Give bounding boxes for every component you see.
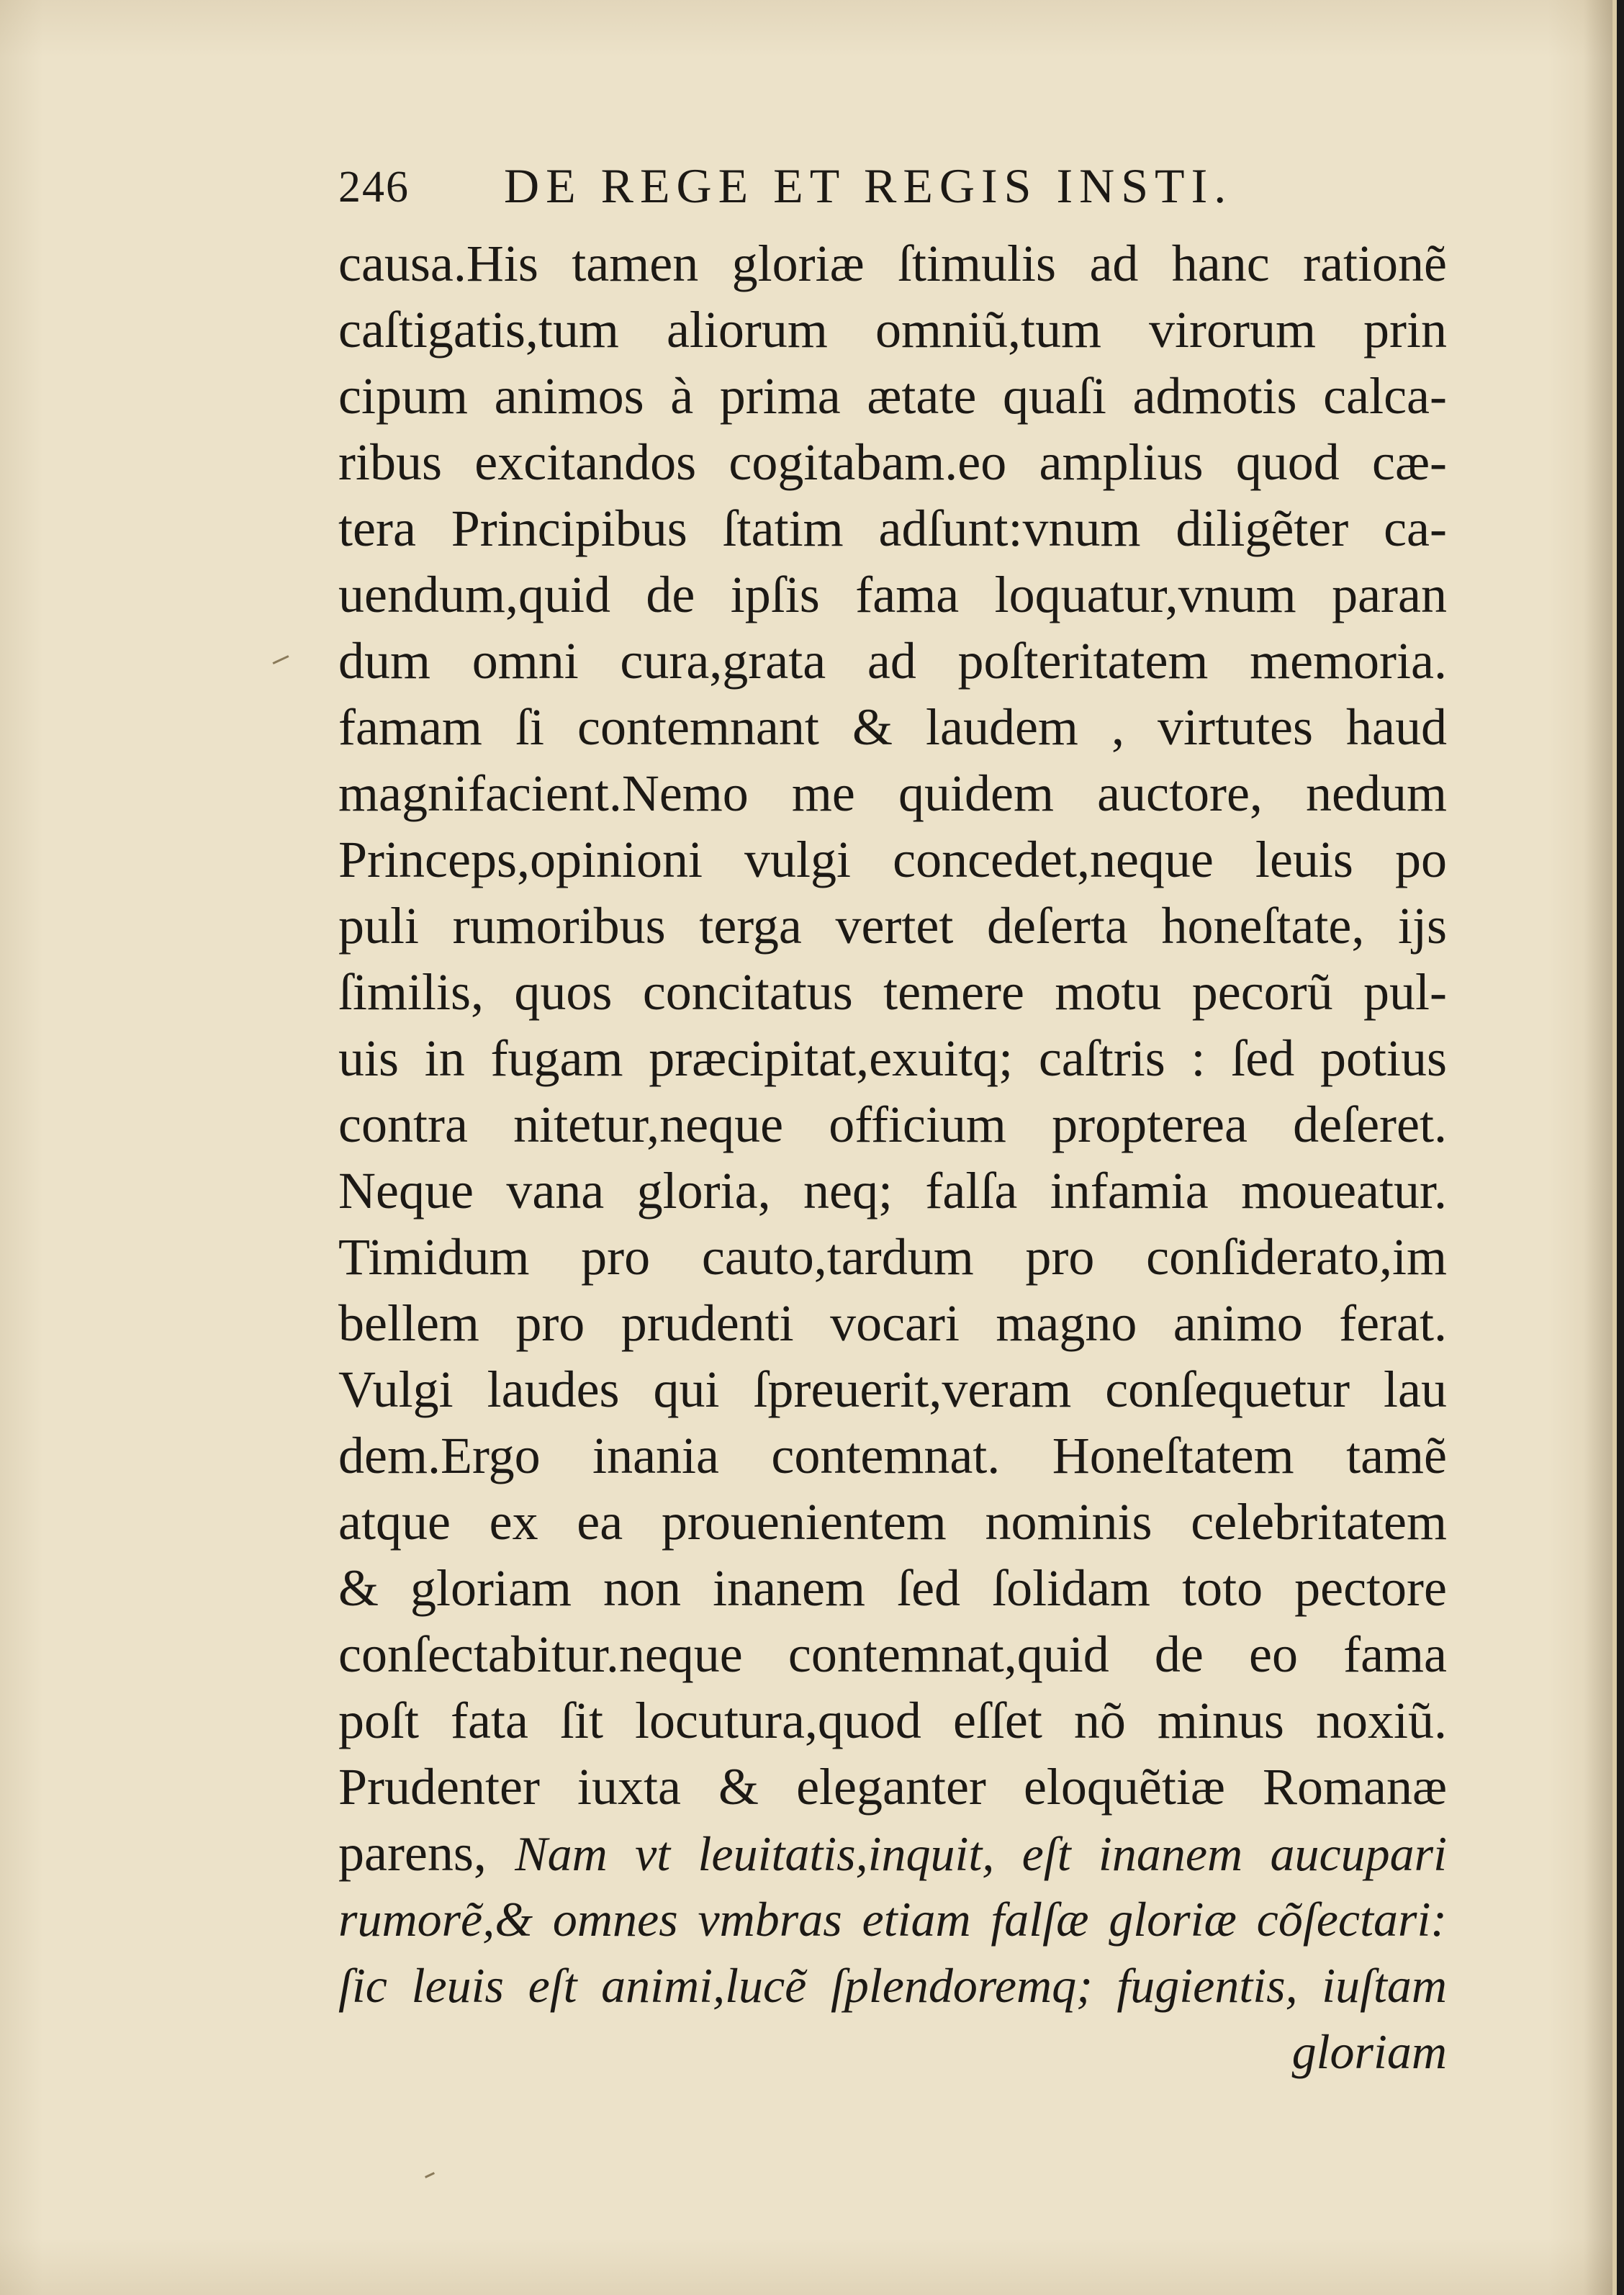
text-line: causa.His tamen gloriæ ſtimulis ad hanc rationẽ — [338, 235, 1447, 292]
ink-speck — [425, 2172, 435, 2178]
body-text — [338, 230, 1447, 2085]
text-line: puli rumoribus terga vertet deſerta honeſtate, ijs — [338, 897, 1447, 955]
text-line: Timidum pro cauto,tardum pro conſiderato,im — [338, 1228, 1447, 1286]
text-line: Princeps,opinioni vulgi concedet,neque leuis po — [338, 831, 1447, 888]
text-line: bellem pro prudenti vocari magno animo ferat. — [338, 1294, 1447, 1352]
text-line: & gloriam non inanem ſed ſolidam toto pectore — [338, 1559, 1447, 1617]
italic-line: rumorẽ,& omnes vmbras etiam falſæ gloriæ cõſectari: — [338, 1892, 1447, 1947]
page-number: 246 — [338, 163, 410, 212]
text-line: Neque vana gloria, neq; falſa infamia moueatur. — [338, 1162, 1447, 1219]
text-line: conſectabitur.neque contemnat,quid de eo fama — [338, 1626, 1447, 1683]
text-line: magnifacient.Nemo me quidem auctore, nedum — [338, 765, 1447, 822]
text-line: uendum,quid de ipſis fama loquatur,vnum paran — [338, 566, 1447, 623]
text-line: uis in fugam præcipitat,exuitq; caſtris : ſed potius — [338, 1029, 1447, 1087]
running-head: DE REGE ET REGIS INSTI. — [504, 158, 1233, 213]
text-line: dum omni cura,grata ad poſteritatem memoria. — [338, 632, 1447, 690]
text-line: tera Principibus ſtatim adſunt:vnum diligẽter ca- — [338, 500, 1447, 557]
text-line: poſt fata ſit locutura,quod eſſet nõ minus noxiũ. — [338, 1692, 1447, 1749]
text-line: caſtigatis,tum aliorum omniũ,tum virorum prin — [338, 301, 1447, 359]
italic-quotation: Nam vt leuitatis,inquit, eſt inanem aucupari — [515, 1826, 1447, 1881]
margin-mark — [272, 655, 289, 664]
italic-line: ſic leuis eſt animi,lucẽ ſplendoremq; fugientis, iuſtam — [338, 1958, 1447, 2013]
text-line: dem.Ergo inania contemnat. Honeſtatem tamẽ — [338, 1427, 1447, 1484]
text-line: atque ex ea prouenientem nominis celebritatem — [338, 1493, 1447, 1551]
page-header — [338, 148, 1447, 230]
text-line: famam ſi contemnant & laudem , virtutes haud — [338, 698, 1447, 756]
catchword: gloriam — [1291, 2024, 1447, 2079]
page-edge-shadow — [1584, 0, 1612, 2295]
text-line: cipum animos à prima ætate quaſi admotis calca- — [338, 367, 1447, 425]
roman-text: parens, — [338, 1824, 515, 1882]
text-line-mixed — [338, 1820, 1447, 1886]
text-block — [338, 148, 1447, 2085]
text-line: Prudenter iuxta & eleganter eloquẽtiæ Romanæ — [338, 1758, 1447, 1816]
text-line: Vulgi laudes qui ſpreuerit,veram conſequetur lau — [338, 1361, 1447, 1418]
text-line: contra nitetur,neque officium propterea deſeret. — [338, 1096, 1447, 1153]
text-line: ribus excitandos cogitabam.eo amplius quod cæ- — [338, 433, 1447, 491]
text-line: ſimilis, quos concitatus temere motu pecorũ pul- — [338, 963, 1447, 1021]
